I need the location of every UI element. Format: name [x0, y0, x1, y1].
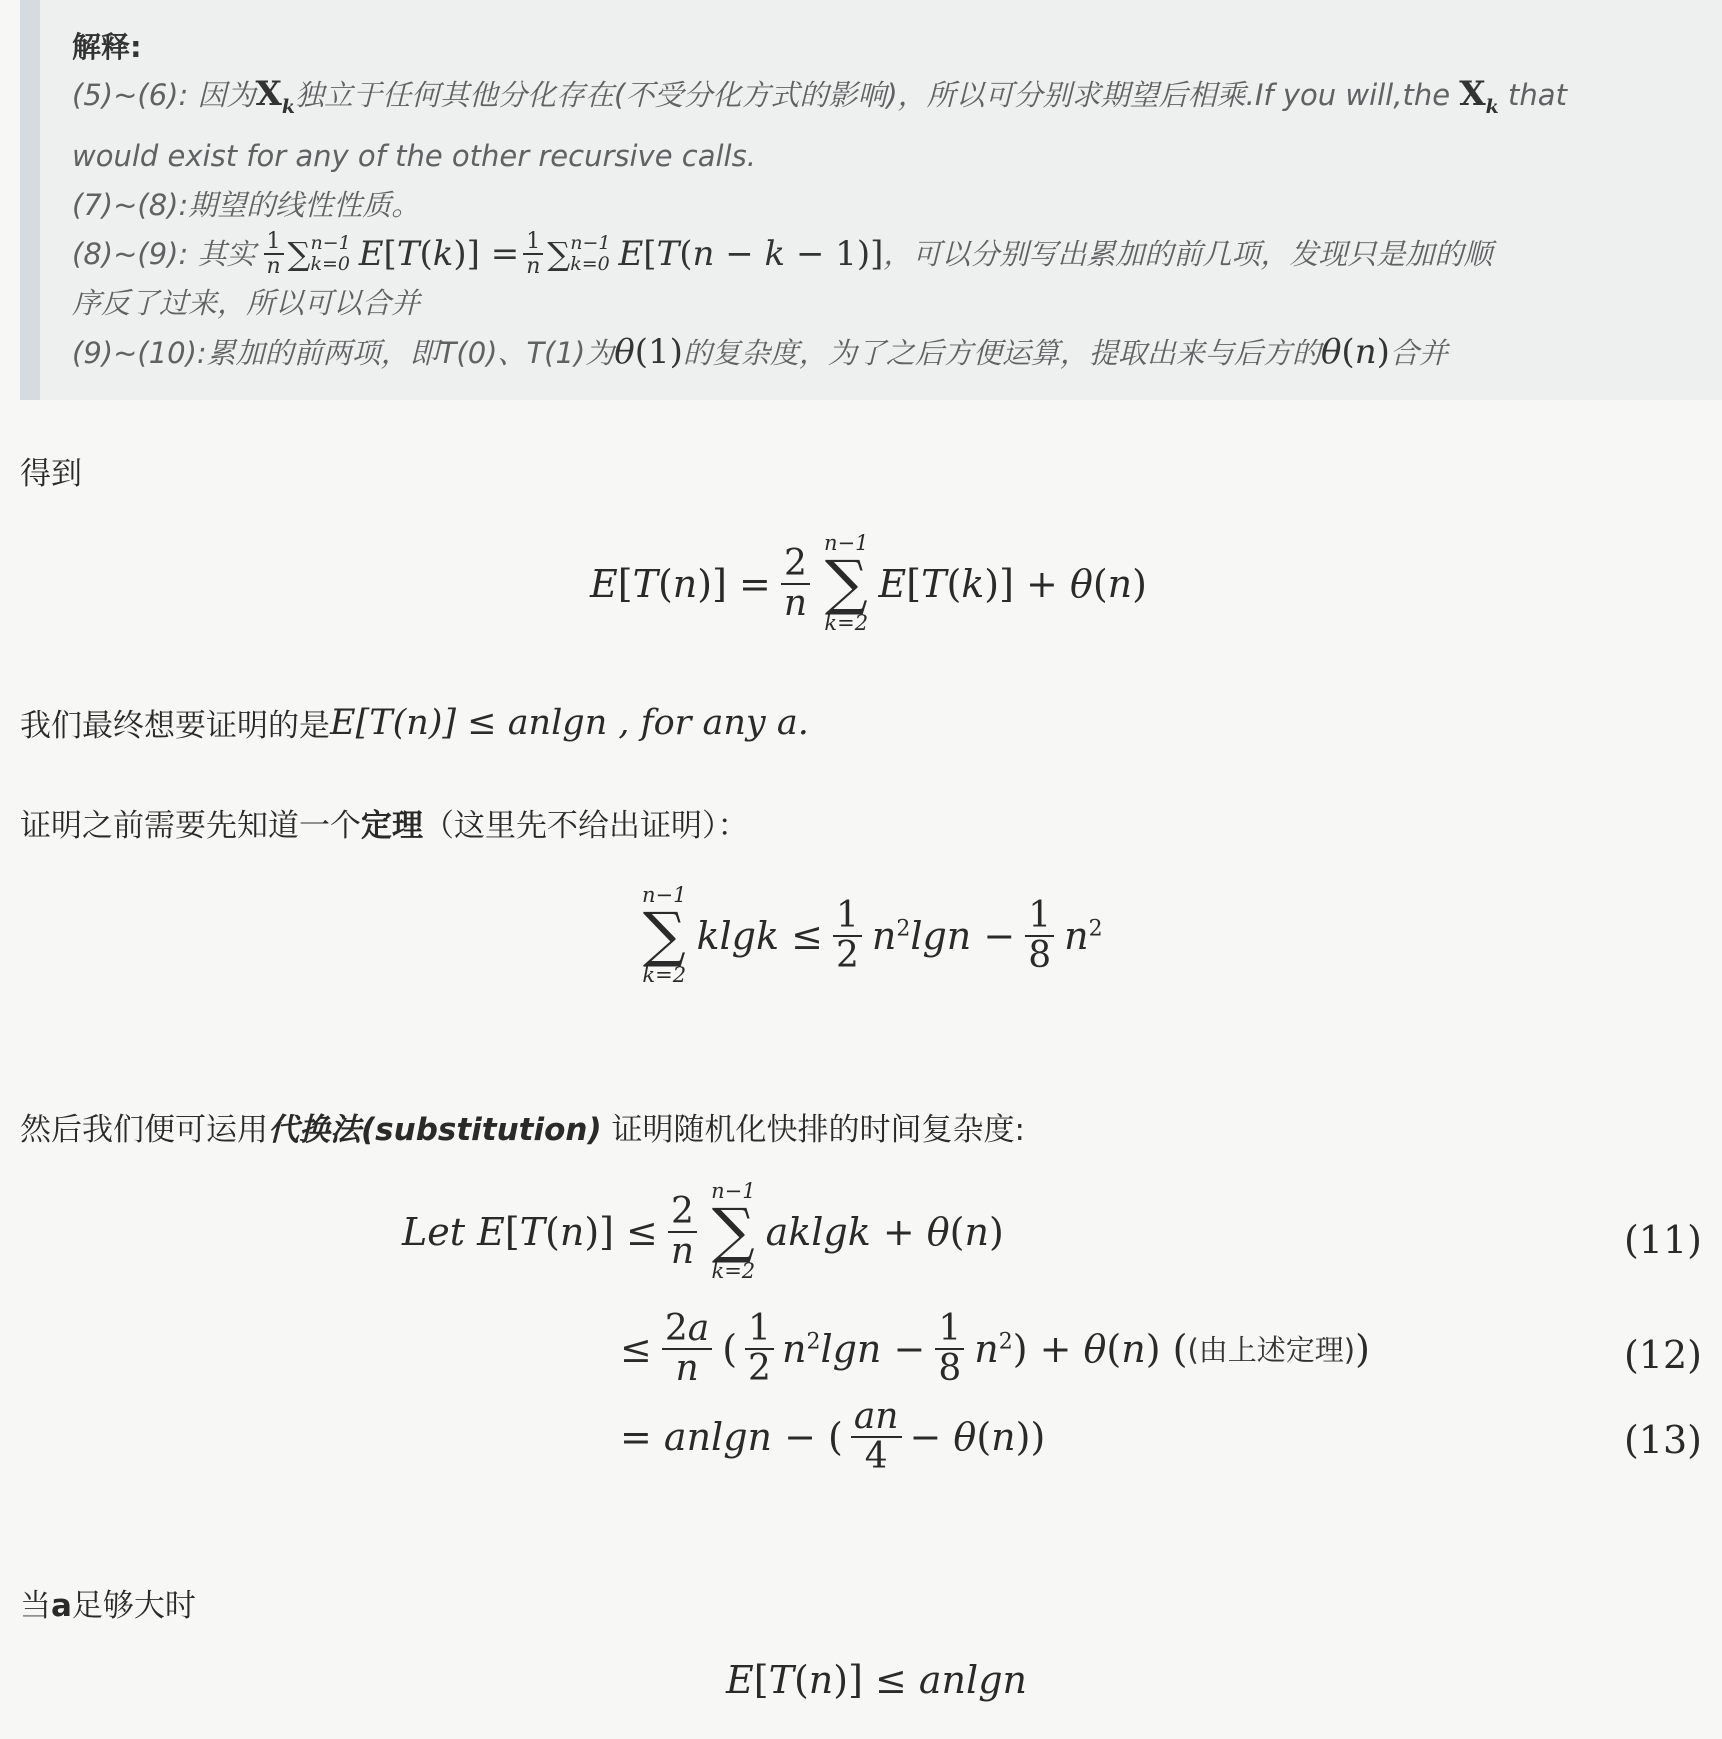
math-xk: $X_k$	[1459, 74, 1499, 118]
equation-tag-11: (11)	[1623, 1218, 1702, 1262]
equation-tag-13: (13)	[1623, 1418, 1702, 1462]
explanation-line-5: 序反了过来，所以可以合并	[72, 285, 421, 320]
math-goal: E[T(n)] ≤ anlgn , for any a.	[330, 702, 809, 743]
text-theorem-intro: 证明之前需要先知道一个定理（这里先不给出证明）：	[20, 808, 749, 844]
equation-12: ≤ $\frac{2a}{n}$ ( $\frac{1}{2}$ $n^2\lg n$ − $\frac{1}{8}$ $n^2) + \theta(n)$ ( (由上述定理) )	[620, 1308, 1370, 1389]
text-goal: 我们最终想要证明的是 E[T(n)] ≤ anlgn , for any a.	[20, 702, 809, 744]
equation-recurrence: E[T(n)] = $\frac{2}{n}$ n−1 ∑ k=2 E[T(k)] + θ(n)	[590, 531, 1147, 636]
explanation-line-2: would exist for any of the other recursive calls.	[72, 138, 756, 173]
explanation-line-6: (9)~(10):累加的前两项，即T(0)、T(1)为θ(1)的复杂度，为了之后方便运算，提取出来与后方的θ(n)合并	[72, 331, 1448, 372]
math-fraction: $\frac{1}{n}$	[263, 230, 283, 278]
explanation-title: 解释:	[72, 30, 142, 64]
explanation-line-3: (7)~(8):期望的线性性质。	[72, 187, 421, 222]
equation-theorem: n−1 ∑ k=2 klgk ≤ $\frac{1}{2}$ $n^2\lg n$ − $\frac{1}{8}$ $n^2$	[642, 883, 1103, 988]
math-expression: E[T(n − k − 1)]	[618, 233, 884, 274]
text-method: 然后我们便可运用代换法(substitution) 证明随机化快排的时间复杂度:	[20, 1112, 1025, 1148]
math-xk: $X_k$	[255, 74, 296, 118]
equation-13: = anlgn − ( $\frac{an}{4}$ − θ(n))	[620, 1396, 1046, 1477]
math-theta-n: θ(n)	[1320, 331, 1390, 372]
math-theta-1: θ(1)	[614, 331, 683, 372]
explanation-line-1: (5)~(6): 因为$X_k$独立于任何其他分化存在(不受分化方式的影响)，所以可分别求期望后相乘.If you will,the $X_k$ that	[72, 74, 1567, 118]
math-expression: E[T(k)] =	[358, 233, 520, 274]
math-fraction: $\frac{1}{n}$	[523, 230, 543, 278]
text-got: 得到	[20, 456, 82, 492]
explanation-line-4: (8)~(9): 其实 $\frac{1}{n}$ ∑ n−1 k=0 E[T(k)] = $\frac{1}{n}$ ∑ n−1 k=0 E[T(n − k − 1)] ，可以分别写出累加的前几项，发现只是加的顺	[72, 229, 1493, 280]
equation-final: E[T(n)] ≤ anlgn	[726, 1658, 1027, 1702]
equation-11: Let E[T(n)] ≤ $\frac{2}{n}$ n−1 ∑ k=2 aklgk + θ(n)	[402, 1179, 1004, 1284]
equation-tag-12: (12)	[1623, 1333, 1702, 1377]
explanation-blockquote	[20, 0, 1722, 400]
text-when-a-large: 当a足够大时	[20, 1588, 196, 1624]
